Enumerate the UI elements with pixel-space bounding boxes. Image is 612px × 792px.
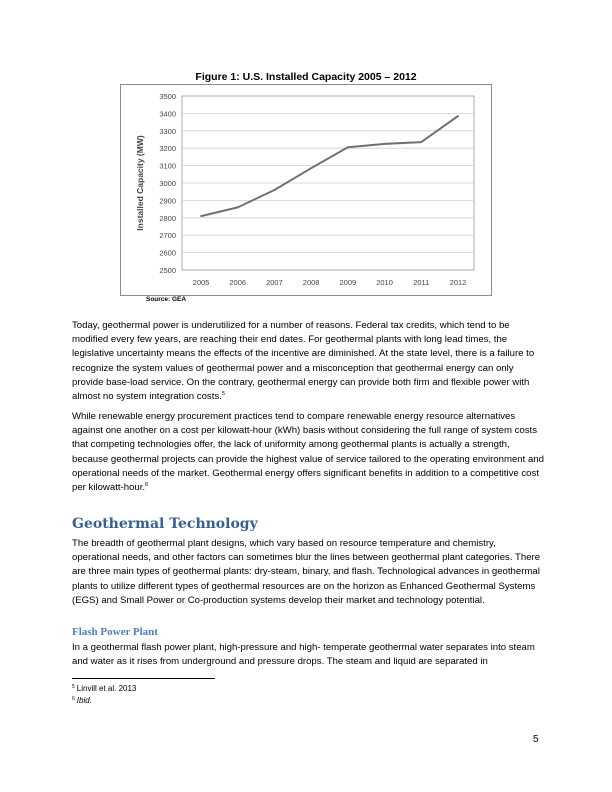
footnote-6 [72, 696, 92, 705]
x-tick-label: 2008 [302, 278, 320, 287]
x-tick-label: 2010 [376, 278, 393, 287]
y-tick-label: 2500 [159, 266, 176, 275]
footnote-text: Linvill et al. 2013 [76, 684, 137, 693]
x-tick-label: 2012 [449, 278, 467, 287]
data-point [237, 206, 239, 208]
data-point [347, 146, 349, 148]
data-point [457, 115, 459, 117]
footnote-ref-6[interactable]: 6 [145, 482, 149, 489]
paragraph-2-text: While renewable energy procurement practices tend to compare renewable energy resource alternatives against one another on a cost per kilowatt-hour (kWh) basis without considering the full range of system costs that competing technologies offer, the lack of uniformity among geothermal plants is actually a strength, because geothermal projects can provide the highest value of service tailored to the operating environment and operational needs of the market. Geothermal energy offers significant benefits in addition to a competitive cost per kilowatt-hour. [72, 411, 544, 494]
paragraph-1-text: Today, geothermal power is underutilized for a number of reasons. Federal tax credits, which tend to be modified every few years, are reaching their end dates. For geothermal plants with long lead times, the legislative uncertainty means the effects of the incentive are diminished. At the state level, there is a failure to recognize the system values of geothermal power and a misconception that geothermal energy can only provide base-load service. On the contrary, geothermal energy can provide both firm and flexible power with almost no system integration costs. [72, 320, 535, 403]
y-tick-label: 3200 [159, 144, 176, 154]
footnote-number: 5 [72, 684, 75, 690]
page-number: 5 [533, 734, 539, 745]
figure-title: Figure 1: U.S. Installed Capacity 2005 – 2012 [195, 71, 417, 83]
data-point [420, 141, 422, 143]
x-tick-label: 2006 [229, 278, 247, 287]
y-tick-label: 3400 [159, 109, 176, 119]
x-tick-label: 2009 [339, 278, 357, 287]
section-heading-geothermal-technology: Geothermal Technology [72, 516, 258, 532]
y-tick-label: 2800 [159, 213, 176, 223]
footnote-number: 6 [72, 696, 75, 702]
y-tick-label: 3500 [159, 92, 176, 101]
paragraph-3: The breadth of geothermal plant designs, which vary based on resource temperature and chemistry, operational needs, and other factors can sometimes blur the lines between geothermal plant categories. There are three main types of geothermal plants: dry-steam, binary, and flash. Technological advances in geothermal plants to utilize different types of geothermal resources are on the horizon as Enhanced Geothermal Systems (EGS) and Small Power or Co-production systems develop their market and technology potential. [72, 538, 541, 606]
installed-capacity-chart [120, 84, 492, 296]
y-tick-label: 2600 [159, 248, 176, 258]
y-tick-label: 3300 [159, 126, 176, 136]
paragraph-1 [72, 319, 544, 404]
data-point [310, 167, 312, 169]
paragraph-2 [72, 410, 544, 495]
y-tick-label: 3100 [159, 161, 176, 171]
footnote-ref-5[interactable]: 5 [221, 391, 225, 398]
data-point [384, 143, 386, 145]
y-tick-label: 2700 [159, 231, 176, 241]
x-tick-label: 2007 [266, 278, 283, 287]
footnote-5 [72, 684, 136, 693]
x-tick-label: 2005 [192, 278, 210, 287]
paragraph-4: In a geothermal flash power plant, high-pressure and high- temperate geothermal water separates into steam and water as it rises from underground and pressure drops. The steam and liquid are separated in [72, 642, 535, 668]
y-tick-label: 2900 [159, 196, 176, 206]
footnote-text: Ibid. [76, 696, 92, 705]
x-tick-label: 2011 [413, 278, 430, 287]
subsection-heading-flash-power-plant: Flash Power Plant [72, 626, 158, 638]
figure-source: Source: GEA [146, 296, 187, 303]
y-axis-label: Installed Capacity (MW) [135, 135, 145, 231]
footnote-divider [72, 678, 215, 679]
data-point [200, 215, 202, 217]
data-point [274, 189, 276, 191]
y-tick-label: 3000 [159, 179, 176, 188]
